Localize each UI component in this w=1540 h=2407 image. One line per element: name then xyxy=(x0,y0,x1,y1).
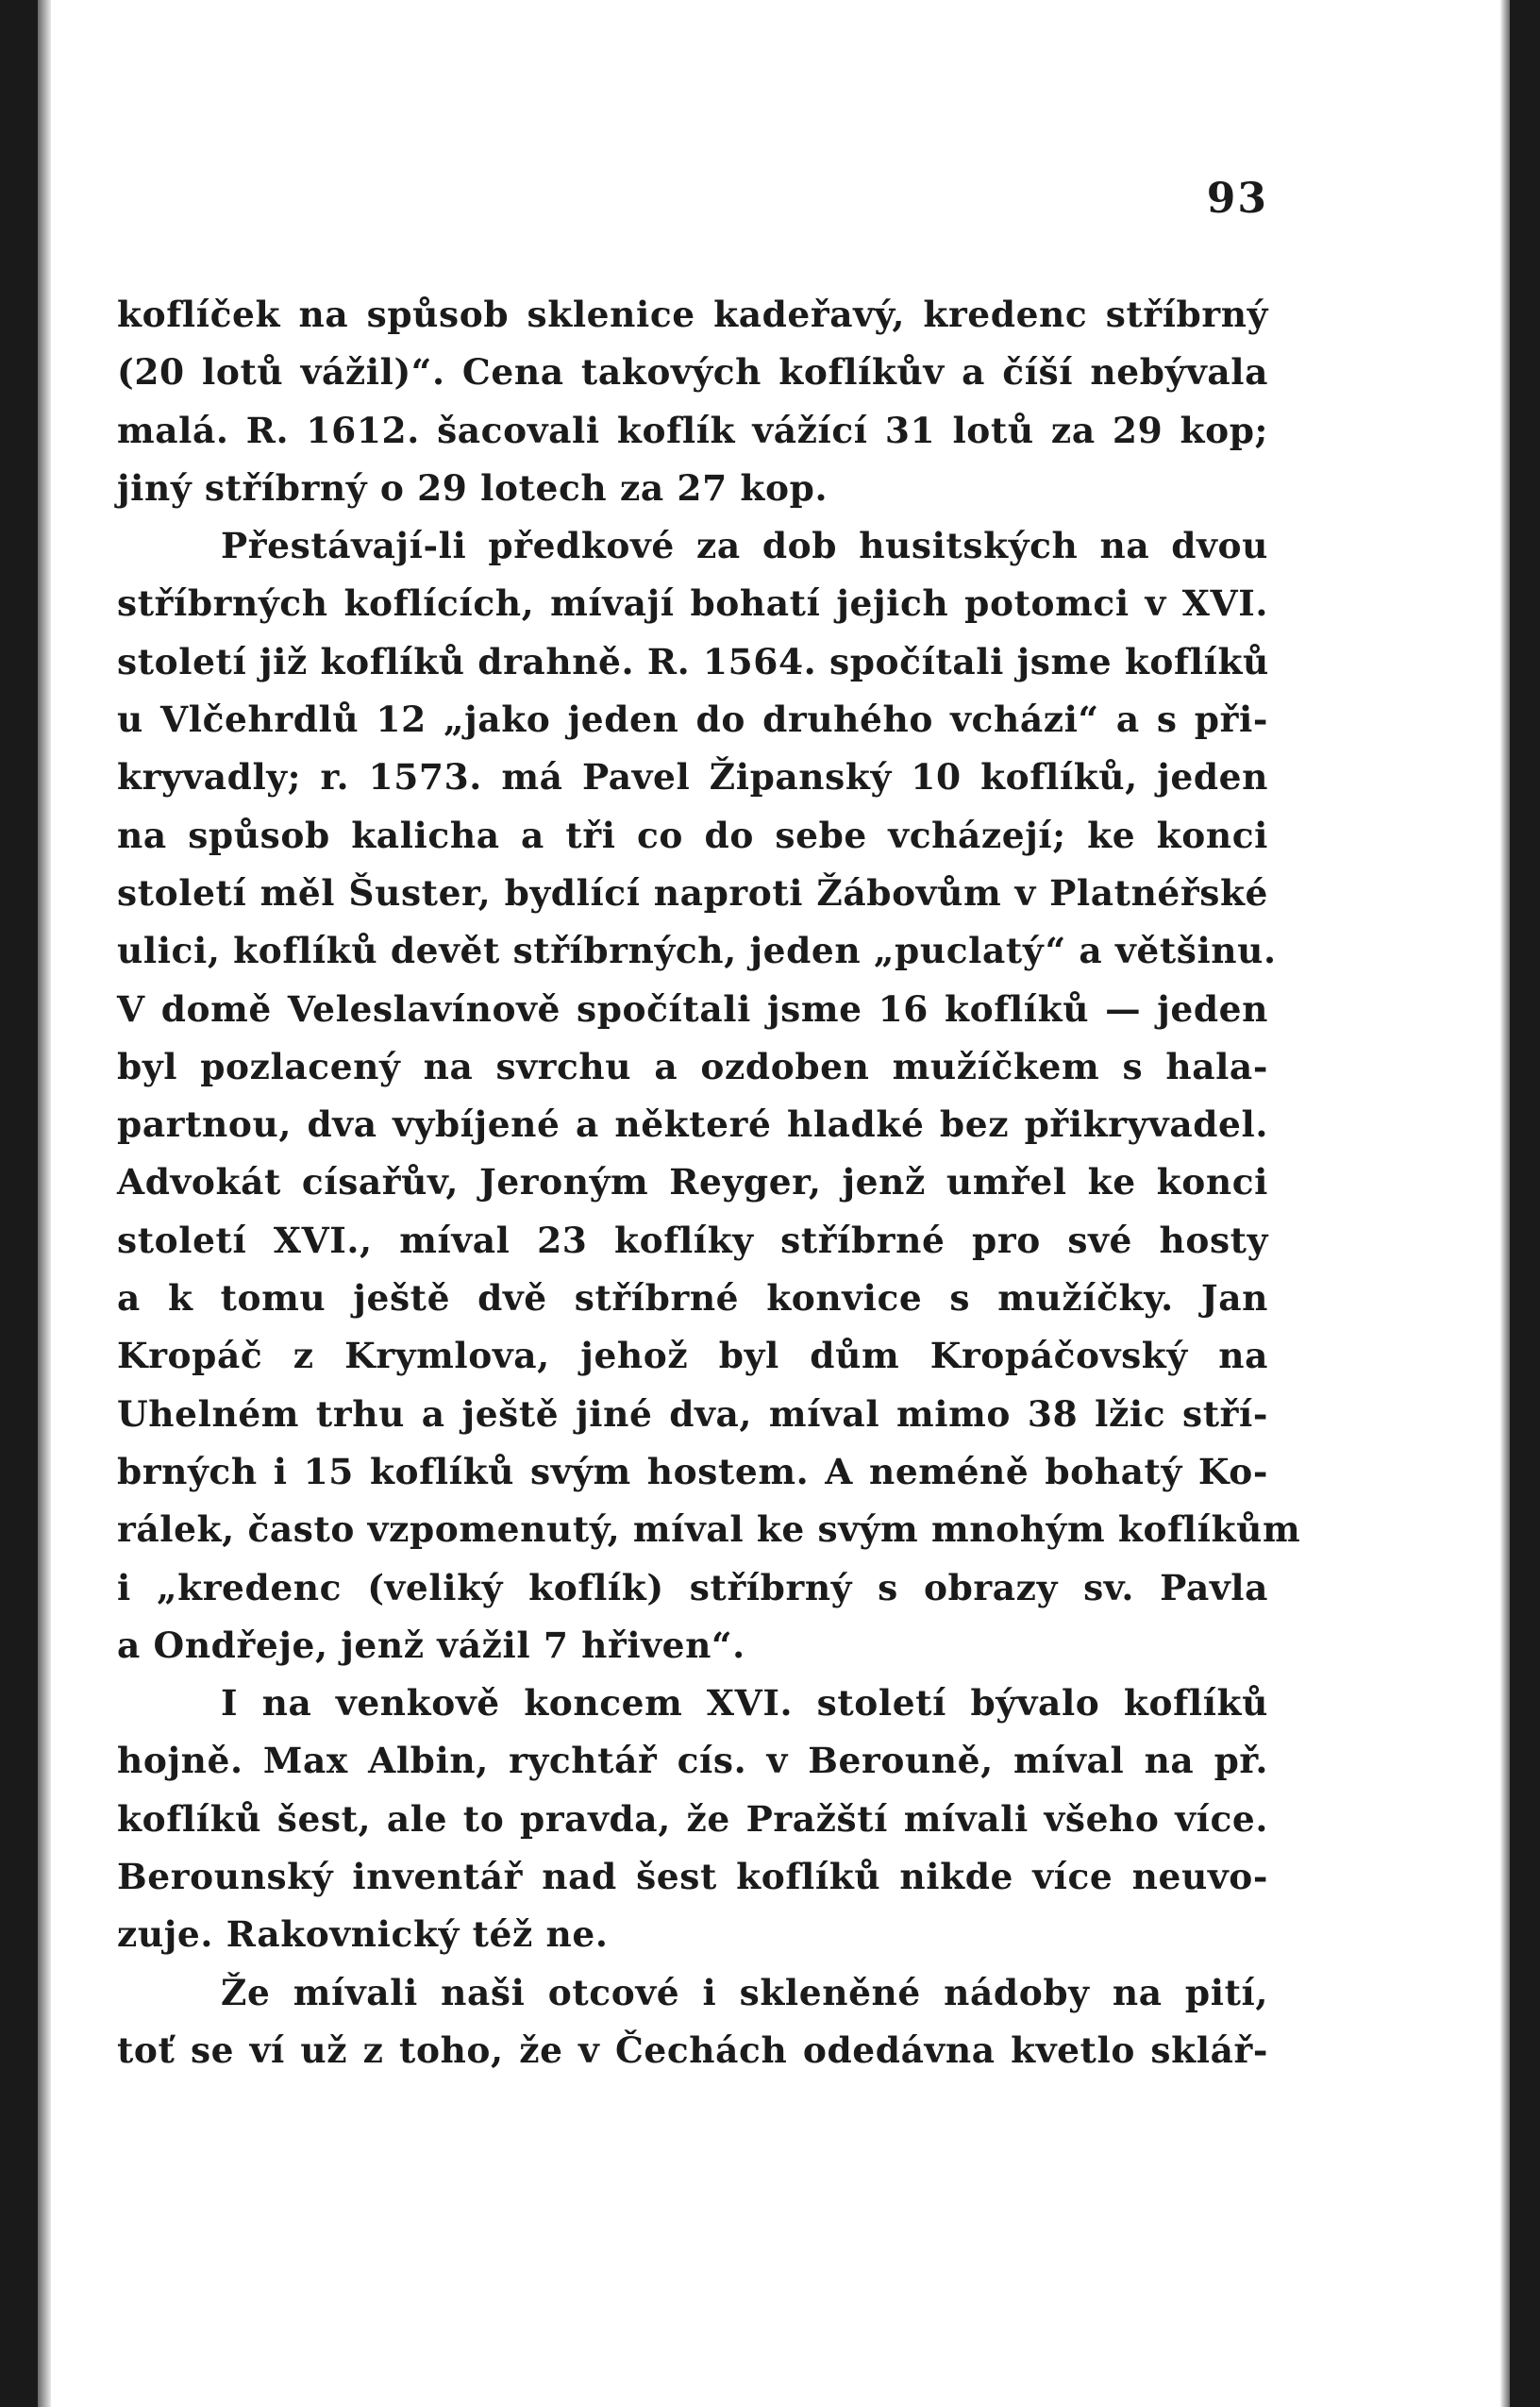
text-line: I na venkově koncem XVI. století bývalo koflíků xyxy=(221,1682,1268,1725)
scan-edge-right xyxy=(1510,0,1540,2407)
text-line: jiný stříbrný o 29 lotech za 27 kop. xyxy=(117,466,829,509)
scan-edge-right-shadow xyxy=(1500,0,1510,2407)
text-line: Uhelném trhu a ještě jiné dva, míval mimo 38 lžic stří- xyxy=(117,1392,1268,1435)
text-line: partnou, dva vybíjené a některé hladké bez přikryvadel. xyxy=(117,1103,1268,1146)
text-line: a Ondřeje, jenž vážil 7 hřiven“. xyxy=(117,1624,745,1666)
text-line: toť se ví už z toho, že v Čechách odedávna kvetlo sklář- xyxy=(117,2028,1268,2071)
text-line: Přestávají-li předkové za dob husitských na dvou xyxy=(221,525,1268,567)
text-line: i „kredenc (veliký koflík) stříbrný s obrazy sv. Pavla xyxy=(117,1566,1268,1608)
page-number: 93 xyxy=(1206,175,1268,223)
text-line: stříbrných koflících, mívají bohatí jejich potomci v XVI. xyxy=(117,582,1268,625)
scan-edge-left-shadow xyxy=(38,0,51,2407)
book-page xyxy=(117,175,1301,2346)
text-line: brných i 15 koflíků svým hostem. A neméně bohatý Ko- xyxy=(117,1450,1268,1492)
text-line: (20 lotů vážil)“. Cena takových koflíkův a číší nebývala xyxy=(117,351,1268,394)
text-line: Berounský inventář nad šest koflíků nikde více neuvo- xyxy=(117,1856,1268,1898)
text-line: hojně. Max Albin, rychtář cís. v Berouně, míval na př. xyxy=(117,1740,1268,1782)
text-line: a k tomu ještě dvě stříbrné konvice s mužíčky. Jan xyxy=(117,1277,1268,1320)
text-line: V domě Veleslavínově spočítali jsme 16 koflíků — jeden xyxy=(117,987,1268,1030)
text-line: koflíček na spůsob sklenice kadeřavý, kredenc stříbrný xyxy=(117,294,1268,335)
text-line: na spůsob kalicha a tři co do sebe vcházejí; ke konci xyxy=(117,814,1268,856)
text-line: koflíků šest, ale to pravda, že Pražští mívali všeho více. xyxy=(117,1797,1268,1840)
text-line: Že mívali naši otcové i skleněné nádoby na pití, xyxy=(221,1971,1268,2013)
text-line: století již koflíků drahně. R. 1564. spočítali jsme koflíků xyxy=(117,640,1269,682)
text-line: ulici, koflíků devět stříbrných, jeden „puclatý“ a většinu. xyxy=(117,930,1277,972)
text-line: kryvadly; r. 1573. má Pavel Žipanský 10 koflíků, jeden xyxy=(117,756,1268,799)
text-line: u Vlčehrdlů 12 „jako jeden do druhého vcházi“ a s při- xyxy=(117,699,1268,741)
text-line: století XVI., míval 23 koflíky stříbrné pro své hosty xyxy=(117,1219,1268,1261)
text-line: Kropáč z Krymlova, jehož byl dům Kropáčovský na xyxy=(117,1335,1268,1377)
text-line: malá. R. 1612. šacovali koflík vážící 31 lotů za 29 kop; xyxy=(117,409,1268,451)
scan-edge-left xyxy=(0,0,38,2407)
text-line: století měl Šuster, bydlící naproti Žábovům v Platnéřské xyxy=(117,871,1268,914)
text-line: rálek, často vzpomenutý, míval ke svým mnohým koflíkům xyxy=(117,1508,1301,1551)
text-line: Advokát císařův, Jeroným Reyger, jenž umřel ke konci xyxy=(117,1161,1268,1204)
text-line: byl pozlacený na svrchu a ozdoben mužíčkem s hala- xyxy=(117,1045,1268,1087)
body-text xyxy=(117,286,1301,2079)
text-line: zuje. Rakovnický též ne. xyxy=(117,1913,609,1956)
